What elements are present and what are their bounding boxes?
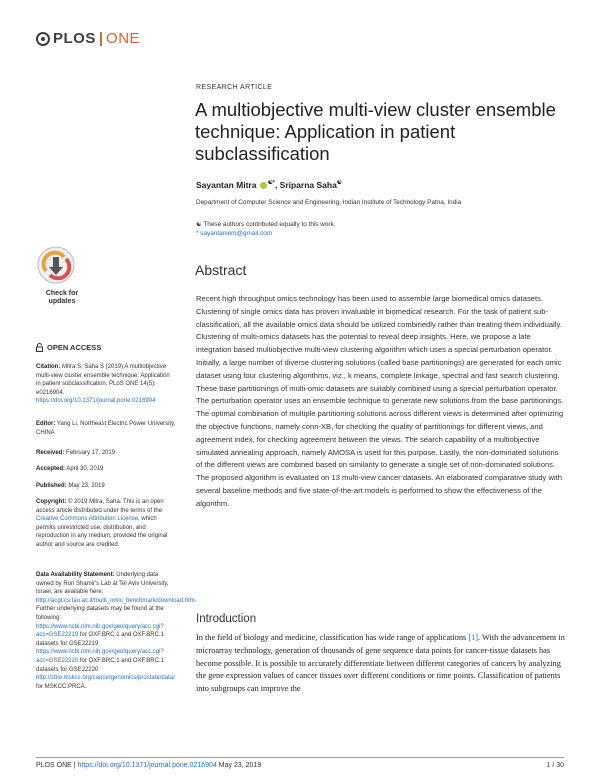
author-marker: ☯* [267, 180, 275, 187]
copyright-label: Copyright: [36, 499, 67, 505]
check-line1: Check for [45, 290, 79, 297]
data-availability-label: Data Availability Statement: [36, 572, 115, 578]
accepted-date: April 30, 2019 [65, 466, 104, 472]
editor-block [36, 420, 176, 437]
introduction-body [196, 632, 568, 696]
data-availability-text: . Further underlying datasets may be found at the following: [36, 597, 197, 621]
received-block [36, 449, 176, 458]
copyright-text: , which permits unrestricted use, distribution, and reproduction in any medium, provided the original author and source are credited. [36, 516, 168, 548]
data-availability-text: Underlying data owned by Ron Shamir's Lab at Tel Aviv University, Israel, are available here: [36, 572, 169, 596]
data-availability-text: for OXF.BRC.1 and OXF.BRC.1 datasets for GSE22219 [36, 632, 164, 647]
check-line2: updates [48, 298, 76, 305]
journal-suffix: ONE [106, 30, 141, 47]
published-block [36, 482, 176, 491]
published-label: Published: [36, 483, 67, 489]
accepted-label: Accepted: [36, 466, 66, 472]
journal-separator: | [98, 30, 104, 47]
corresponding-email[interactable]: * sayantaniem@gmail.com [196, 230, 273, 237]
data-link[interactable]: https://www.ncbi.nlm.nih.gov/geo/query/acc.cgi?acc=GSE22220 [36, 649, 164, 664]
received-date: February 17, 2019 [64, 450, 116, 456]
introduction-text: . With the advancement in microarray technology, generation of thousands of gene sequence data points for cancer-tissue datasets has become possible. It is possible to accurately differentiate between different categories of cancers by analyzing the gene expression values of cancer tissues over different conditions or time points. Classification of patients into subgroups can improve the [196, 633, 565, 694]
editor-text: Yang Li, Northeast Electric Power University, CHINA [36, 421, 176, 436]
citation-label: Citation: [36, 364, 61, 370]
plos-logo-icon [36, 32, 50, 46]
author-list [196, 180, 342, 190]
author-name[interactable]: Sayantan Mitra [196, 180, 257, 190]
author-marker: ☯ [336, 180, 342, 187]
data-link[interactable]: http://acgt.cs.tau.ac.il/multi_omic_benchmark/download.htm [36, 597, 195, 604]
check-for-updates-button[interactable] [36, 245, 88, 303]
orcid-icon[interactable] [260, 182, 267, 189]
data-availability-text: for MSKCC.PRCA. [36, 683, 87, 690]
journal-name: PLOS [53, 30, 96, 47]
copyright-text: © 2019 Mitra, Saha. This is an open access article distributed under the terms of the [36, 499, 164, 514]
footer-journal: PLOS ONE | [36, 762, 78, 769]
check-for-updates-label [36, 290, 88, 306]
copyright-block [36, 498, 176, 550]
citation-doi-link[interactable]: https://doi.org/10.1371/journal.pone.0216904 [36, 398, 156, 405]
article-type: RESEARCH ARTICLE [196, 84, 273, 91]
open-access-label [36, 343, 101, 352]
check-for-updates-icon [36, 245, 76, 285]
contribution-note: ☯ These authors contributed equally to this work. [196, 221, 336, 228]
affiliation: Department of Computer Science and Engineering, Indian Institute of Technology Patna, India [196, 199, 462, 206]
data-availability-block [36, 571, 197, 691]
citation-block [36, 363, 176, 406]
author-separator: , [274, 180, 280, 190]
reference-link[interactable]: [1] [468, 633, 479, 642]
abstract-heading: Abstract [195, 262, 247, 278]
data-link[interactable]: https://www.ncbi.nlm.nih.gov/geo/query/acc.cgi?acc=GSE22219 [36, 623, 164, 639]
footer-divider [36, 757, 564, 758]
introduction-heading: Introduction [196, 613, 257, 625]
editor-label: Editor: [36, 421, 56, 427]
published-date: May 23, 2019 [66, 483, 105, 489]
accepted-block [36, 465, 176, 474]
page-footer [36, 762, 261, 769]
author-name[interactable]: Sriparna Saha [279, 180, 337, 190]
footer-date: May 23, 2019 [216, 762, 262, 769]
footer-doi-link[interactable]: https://doi.org/10.1371/journal.pone.0216904 [77, 762, 217, 769]
open-access-lock-icon [36, 343, 43, 352]
open-access-text: OPEN ACCESS [47, 343, 102, 352]
abstract-body: Recent high throughput omics technology has been used to assemble large biomedical omics datasets. Clustering of single omics data has proven invaluable in biomedical research. For the task of patient sub-classification, all the available omics data should be utilized combinedly rather than treating them individually. Clustering of multi-omics datasets has the potential to reveal deep insights. Here, we propose a late integration based multiobjective multi-view clustering algorithm which uses a special perturbation operator. Initially, a large number of diverse clustering solutions (called base partitionings) are generated for each omic dataset using four clustering algorithms, viz., k means, complete linkage, spectral and fast search clustering. These base partitionings of multi-omic datasets are suitably combined using a special perturbation operator. The perturbation operator uses an ensemble technique to generate new solutions from the base partitionings. The optimal combination of multiple partitioning solutions across different views is determined after optimizing the objective functions, namely conn-XB, for checking the quality of partitionings for different views, and agreement index, for checking agreement between the views. The search capability of a multiobjective simulated annealing approach, namely AMOSA is used for this purpose. Lastly, the non-dominated solutions of the different views are combined based on similarity to generate a single set of non-dominated solutions. The proposed algorithm is evaluated on 13 multi-view cancer datasets. An elaborated comparative study with several baseline methods and five state-of-the-art models is performed to show the effectiveness of the algorithm. [196, 294, 564, 508]
data-link[interactable]: http://zbio.mskcc.org/cancergenomics/prostate/data/ [36, 675, 175, 682]
article-title: A multiobjective multi-view cluster ensemble technique: Application in patient subclassification [195, 99, 556, 164]
license-link[interactable]: Creative Commons Attribution License [36, 516, 139, 523]
introduction-text: In the field of biology and medicine, classification has wide range of applications [196, 633, 469, 642]
received-label: Received: [36, 450, 65, 456]
journal-logo[interactable] [36, 30, 140, 47]
page-number: 1 / 30 [546, 762, 564, 769]
citation-text: Mitra S, Saha S (2019) A multiobjective multi-view cluster ensemble technique: Application in patient subclassification. PLoS ONE 14(5): e0216904. [36, 364, 170, 396]
data-availability-text: for OXF.BRC.1 and OXF.BRC.1 datasets for GSE22220 [36, 657, 164, 673]
